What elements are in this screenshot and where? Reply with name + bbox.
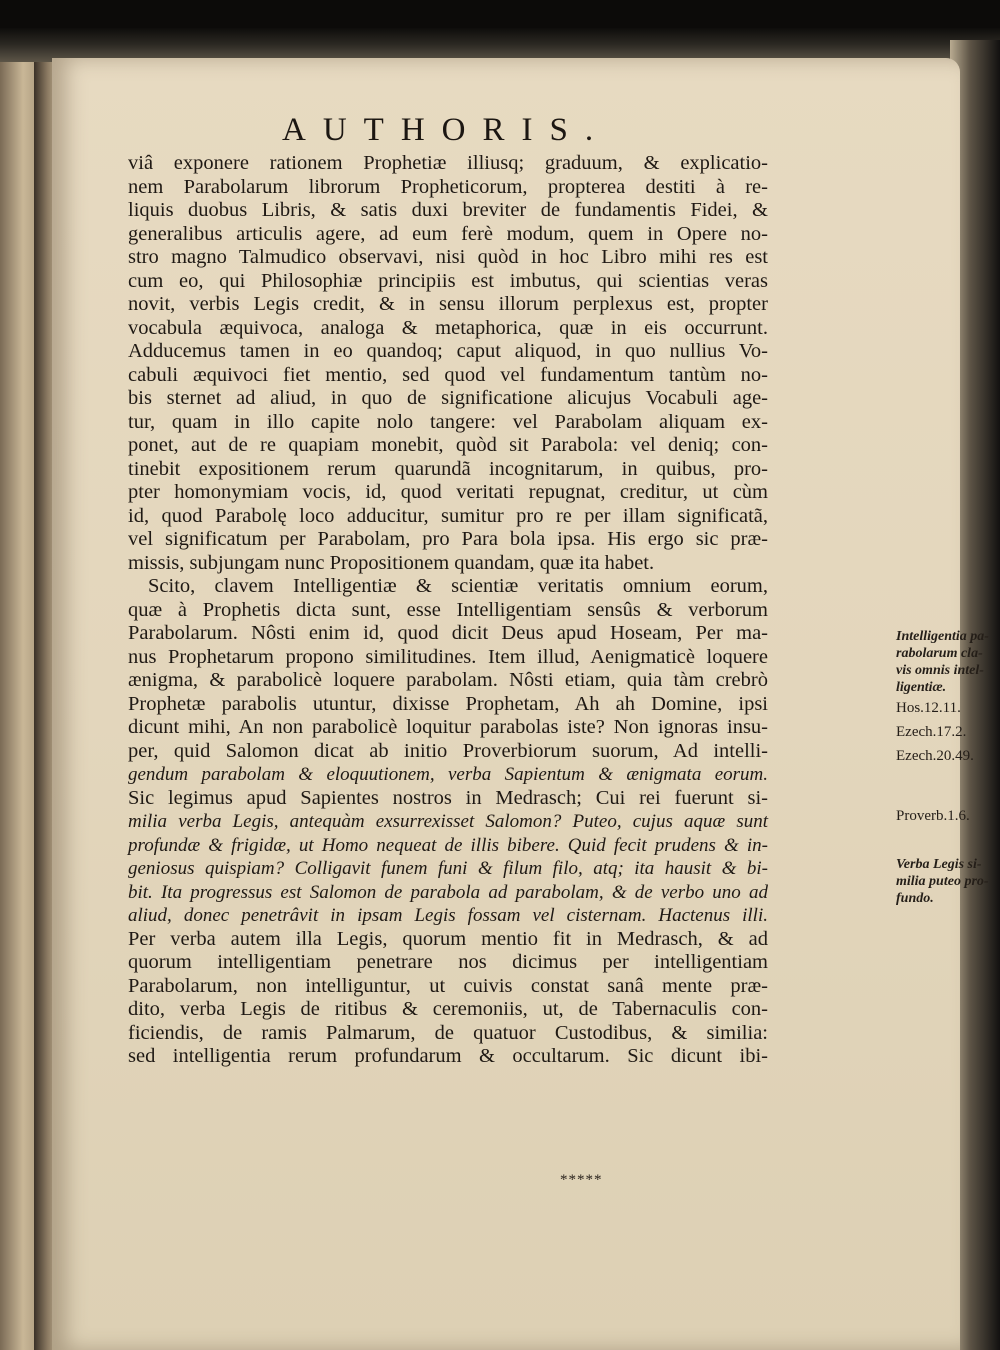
margin-note: Proverb.1.6. [896, 808, 970, 824]
text-line: tinebit expositionem rerum quarundã incognitarum, in quibus, pro- [128, 457, 768, 480]
text-line: Adducemus tamen in eo quandoq; caput aliquod, in quo nullius Vo- [128, 340, 768, 362]
running-header: AUTHORIS. [282, 112, 611, 148]
text-line: generalibus articulis agere, ad eum ferè modum, quem in Opere no- [128, 222, 768, 245]
text-line: vel significatum per Parabolam, pro Para bola ipsa. His ergo sic præ- [128, 528, 768, 550]
margin-note: Intelligentia pa- [896, 629, 989, 644]
text-line: cabuli æquivoci fiet mentio, sed quod vel fundamentum tantùm no- [128, 363, 768, 386]
text-line: Sic legimus apud Sapientes nostros in Medrasch; Cui rei fuerunt si- [128, 786, 768, 809]
text-line: quorum intelligentiam penetrare nos dicimus per intelligentiam [128, 951, 768, 973]
text-line: geniosus quispiam? Colligavit funem funi & filum filo, atq; ita hausit & bi- [128, 858, 768, 879]
margin-note: Verba Legis si- [896, 857, 982, 872]
text-line: dicunt mihi, An non parabolicè loquitur parabolas iste? Non ignoras insu- [128, 716, 768, 738]
margin-note: vis omnis intel- [896, 663, 984, 678]
text-line: missis, subjungam nunc Propositionem quandam, quæ ita habet. [128, 551, 655, 574]
margin-note: Ezech.20.49. [896, 748, 974, 764]
margin-note: fundo. [896, 891, 934, 906]
text-line: sed intelligentia rerum profundarum & occultarum. Sic dicunt ibi- [128, 1045, 768, 1067]
text-line: bit. Ita progressus est Salomon de parabola ad parabolam, & de verbo uno ad [128, 881, 768, 903]
text-line: novit, verbis Legis credit, & in sensu illorum perplexus est, propter [128, 293, 768, 315]
text-line: bis sternet ad aliud, in quo de significatione alicujus Vocabuli age- [128, 387, 768, 409]
text-line: per, quid Salomon dicat ab initio Proverbiorum suorum, Ad intelli- [128, 739, 768, 762]
text-line: aliud, donec penetrâvit in ipsam Legis fossam vel cisternam. Hactenus illi. [128, 905, 768, 926]
text-line: stro magno Talmudico observavi, nisi quòd in hoc Libro mihi res est [128, 246, 768, 268]
margin-note: Ezech.17.2. [896, 724, 967, 740]
margin-note: milia puteo pro- [896, 874, 989, 889]
text-line: tur, quam in illo capite nolo tangere: vel Parabolam aliquam ex- [128, 410, 768, 433]
text-line: profundæ & frigidæ, ut Homo nequeat de illis bibere. Quid fecit prudens & in- [128, 834, 768, 856]
text-line: gendum parabolam & eloquutionem, verba Sapientum & ænigmata eorum. [128, 764, 768, 785]
text-line: Scito, clavem Intelligentiæ & scientiæ veritatis omnium eorum, [148, 575, 768, 597]
text-line: Per verba autem illa Legis, quorum mentio fit in Medrasch, & ad [128, 927, 768, 950]
text-line: ponet, aut de re quapiam monebit, quòd sit Parabola: vel deniq; con- [128, 434, 768, 456]
text-line: viâ exponere rationem Prophetiæ illiusq; graduum, & explicatio- [128, 152, 768, 174]
text-line: vocabula æquivoca, analoga & metaphorica, quæ in eis occurrunt. [128, 316, 768, 339]
text-line: pter homonymiam vocis, id, quod veritati repugnat, creditur, ut cùm [128, 481, 768, 503]
text-line: nus Prophetarum propono similitudines. Item illud, Aenigmaticè loquere [128, 645, 768, 668]
text-line: liquis duobus Libris, & satis duxi breviter de fundamentis Fidei, & [128, 199, 768, 221]
text-line: cum eo, qui Philosophiæ principiis est imbutus, qui scientias veras [128, 269, 768, 292]
text-line: Parabolarum. Nôsti enim id, quod dicit Deus apud Hoseam, Per ma- [128, 622, 768, 644]
text-line: quæ à Prophetis dicta sunt, esse Intelligentiam sensûs & verborum [128, 598, 768, 621]
text-line: ænigma, & parabolicè loquere parabolam. Nôsti etiam, quia tàm crebrò [128, 669, 768, 691]
text-line: ficiendis, de ramis Palmarum, de quatuor Custodibus, & similia: [128, 1021, 768, 1044]
body-text [128, 152, 989, 1069]
text-line: dito, verba Legis de ritibus & ceremoniis, ut, de Tabernaculis con- [128, 998, 768, 1020]
margin-note: Hos.12.11. [896, 700, 961, 716]
catchword: ***** [560, 1172, 603, 1188]
text-line: milia verba Legis, antequàm exsurrexisset Salomon? Puteo, cujus aquæ sunt [128, 811, 768, 832]
text-line: id, quod Parabolę loco adducitur, sumitur pro re per illam significatã, [128, 504, 768, 527]
text-line: Parabolarum, non intelliguntur, ut cuivis constat sanâ mente præ- [128, 974, 768, 997]
text-line: Prophetæ parabolis utuntur, dixisse Prophetam, Ah ah Domine, ipsi [128, 692, 768, 715]
margin-note: rabolarum cla- [896, 646, 983, 661]
text-line: nem Parabolarum librorum Propheticorum, propterea destiti à re- [128, 175, 768, 198]
margin-note: ligentiæ. [896, 680, 947, 695]
